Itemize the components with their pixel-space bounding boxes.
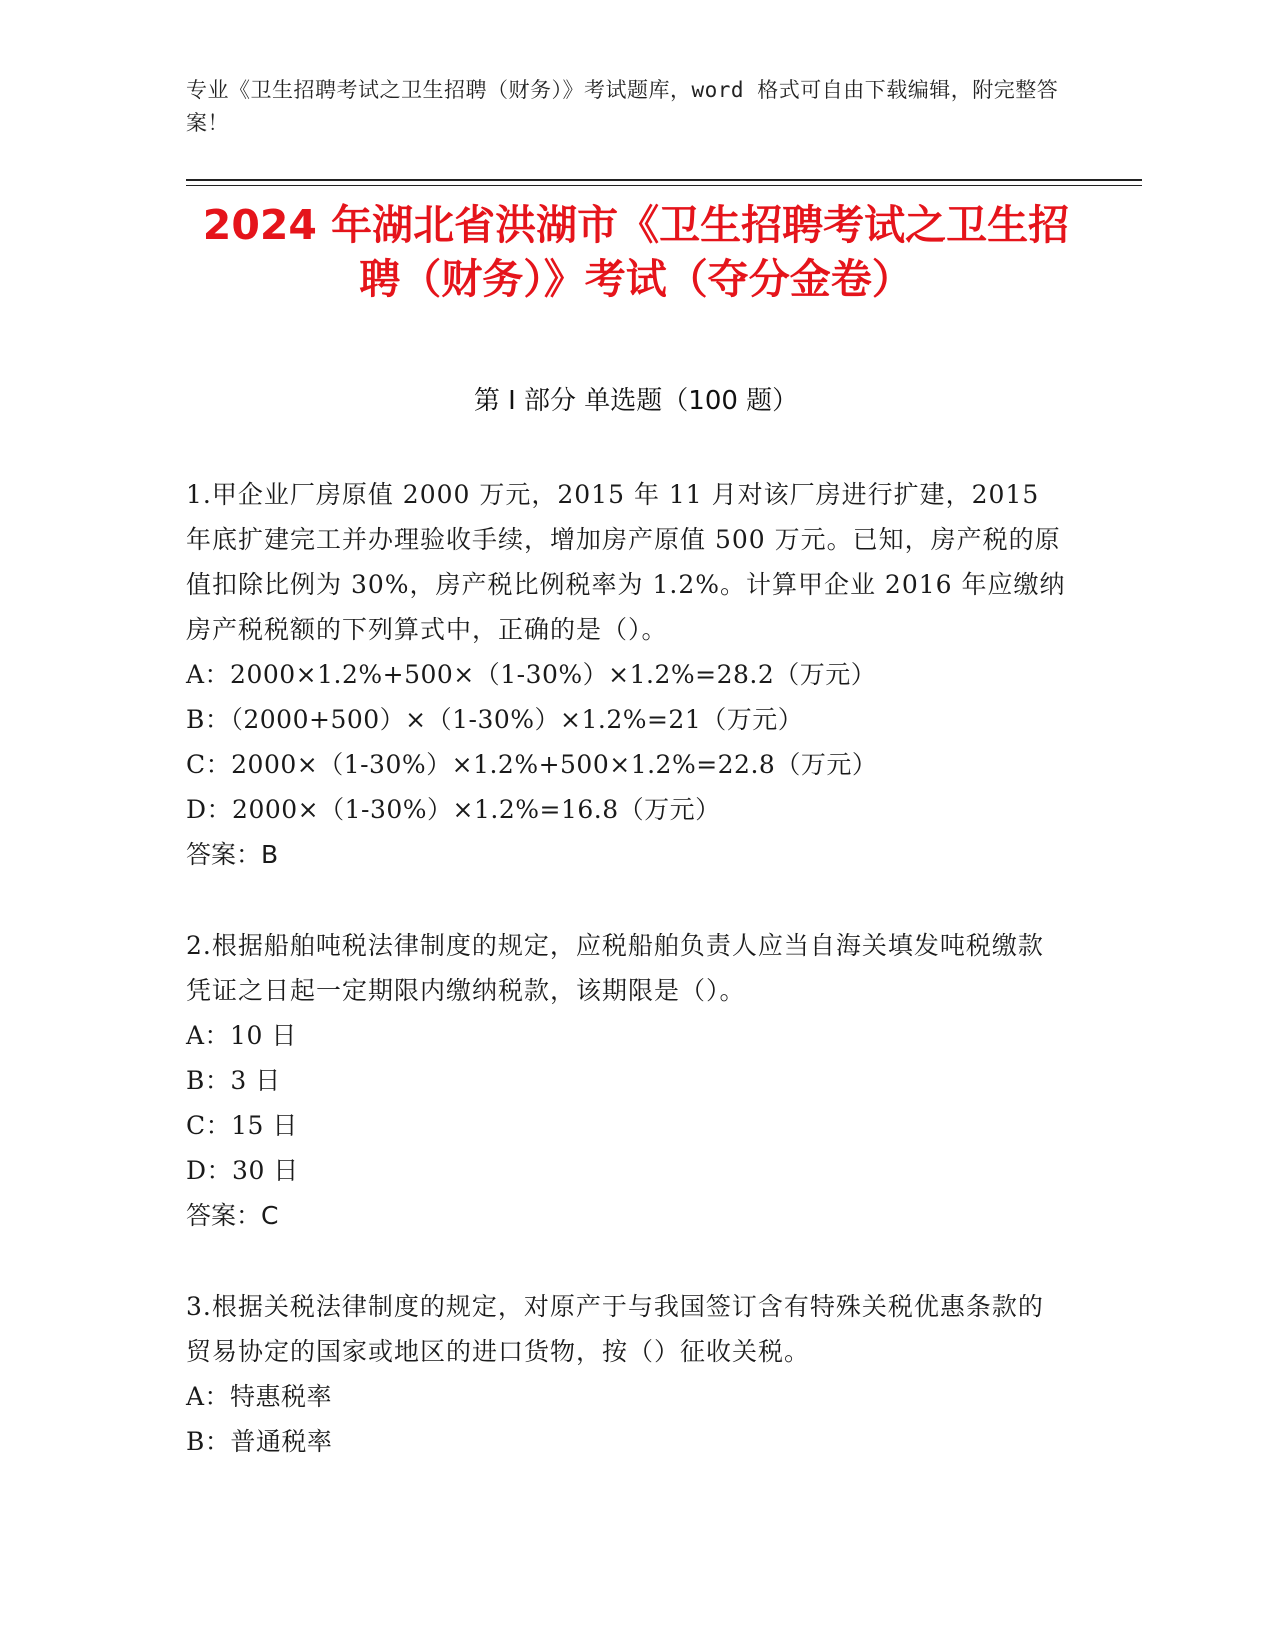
header-rule-thick [186,179,1142,181]
option-a: A：特惠税率 [186,1382,333,1411]
option-c: C：15 日 [186,1111,298,1140]
answer-line: 答案：B [186,840,279,869]
header-note: 专业《卫生招聘考试之卫生招聘（财务）》考试题库，word 格式可自由下载编辑，附完整答案！ [186,78,1059,135]
header-rule-thin [186,185,1142,186]
question-item [186,1284,1066,1464]
question-item [186,923,1066,1238]
option-b: B：（2000+500）×（1-30%）×1.2%=21（万元） [186,705,804,734]
option-b: B：3 日 [186,1066,281,1095]
question-list [186,472,1066,1510]
question-stem: 2.根据船舶吨税法律制度的规定，应税船舶负责人应当自海关填发吨税缴款凭证之日起一定期限内缴纳税款，该期限是（）。 [186,931,1044,1005]
document-title: 2024 年湖北省洪湖市《卫生招聘考试之卫生招聘（财务）》考试（夺分金卷） [202,201,1070,303]
option-a: A：2000×1.2%+500×（1-30%）×1.2%=28.2（万元） [186,660,877,689]
question-stem: 1.甲企业厂房原值 2000 万元，2015 年 11 月对该厂房进行扩建，2015 年底扩建完工并办理验收手续，增加房产原值 500 万元。已知，房产税的原值扣除比例为 30%，房产税比例税率为 1.2%。计算甲企业 2016 年应缴纳房产税税额的下列算式中，正确的是（）。 [186,480,1066,644]
option-d: D：30 日 [186,1156,299,1185]
section-title: 第 I 部分 单选题（100 题） [473,386,799,416]
option-b: B：普通税率 [186,1427,333,1456]
answer-line: 答案：C [186,1201,279,1230]
option-d: D：2000×（1-30%）×1.2%=16.8（万元） [186,795,721,824]
question-item [186,472,1066,877]
option-c: C：2000×（1-30%）×1.2%+500×1.2%=22.8（万元） [186,750,878,779]
option-a: A：10 日 [186,1021,297,1050]
question-stem: 3.根据关税法律制度的规定，对原产于与我国签订含有特殊关税优惠条款的贸易协定的国家或地区的进口货物，按（）征收关税。 [186,1292,1044,1366]
